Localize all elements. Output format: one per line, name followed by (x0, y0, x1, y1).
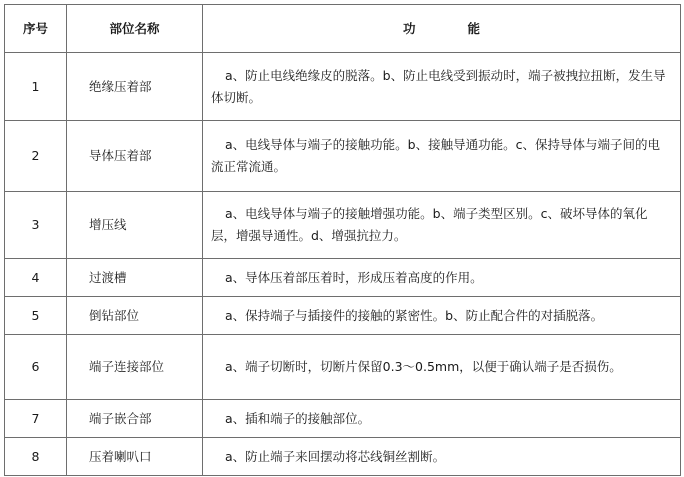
row-function: a、电线导体与端子的接触增强功能。b、端子类型区别。c、破坏导体的氧化层，增强导通性。d、增强抗拉力。 (203, 192, 681, 259)
row-part-name: 增压线 (67, 192, 203, 259)
row-index: 8 (5, 438, 67, 476)
header-row (5, 5, 681, 53)
row-part-name: 倒钻部位 (67, 297, 203, 335)
header-index: 序号 (5, 5, 67, 53)
table-row (5, 438, 681, 476)
row-index: 6 (5, 335, 67, 400)
terminal-parts-table (4, 4, 681, 476)
row-function: a、插和端子的接触部位。 (203, 400, 681, 438)
row-index: 2 (5, 121, 67, 192)
row-part-name: 端子连接部位 (67, 335, 203, 400)
row-function: a、保持端子与插接件的接触的紧密性。b、防止配合件的对插脱落。 (203, 297, 681, 335)
row-function: a、防止端子来回摆动将芯线铜丝割断。 (203, 438, 681, 476)
row-function: a、防止电线绝缘皮的脱落。b、防止电线受到振动时，端子被拽拉扭断，发生导体切断。 (203, 53, 681, 121)
table-row (5, 335, 681, 400)
row-index: 4 (5, 259, 67, 297)
header-function-char2: 能 (467, 20, 481, 36)
row-function: a、端子切断时，切断片保留0.3～0.5mm，以便于确认端子是否损伤。 (203, 335, 681, 400)
row-part-name: 端子嵌合部 (67, 400, 203, 438)
row-part-name: 过渡槽 (67, 259, 203, 297)
table-row (5, 53, 681, 121)
row-part-name: 导体压着部 (67, 121, 203, 192)
row-index: 3 (5, 192, 67, 259)
header-function (203, 5, 681, 53)
header-function-char1: 功 (402, 20, 416, 36)
row-index: 7 (5, 400, 67, 438)
table-row (5, 297, 681, 335)
row-index: 1 (5, 53, 67, 121)
row-part-name: 压着喇叭口 (67, 438, 203, 476)
row-function: a、导体压着部压着时，形成压着高度的作用。 (203, 259, 681, 297)
header-part-name: 部位名称 (67, 5, 203, 53)
row-index: 5 (5, 297, 67, 335)
table-row (5, 192, 681, 259)
table-row (5, 400, 681, 438)
row-function: a、电线导体与端子的接触功能。b、接触导通功能。c、保持导体与端子间的电流正常流通。 (203, 121, 681, 192)
table-row (5, 121, 681, 192)
table-row (5, 259, 681, 297)
row-part-name: 绝缘压着部 (67, 53, 203, 121)
